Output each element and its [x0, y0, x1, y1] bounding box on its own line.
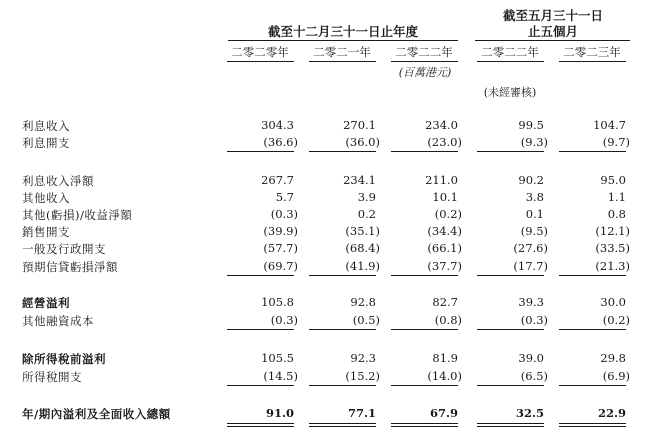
header-rule-five-months: [475, 40, 630, 41]
row-value: (0.3): [520, 313, 548, 327]
row-label: 利息收入: [22, 119, 70, 133]
row-value: 67.9: [429, 406, 458, 420]
row-value: (57.7): [263, 241, 298, 255]
row-value: 30.0: [600, 295, 626, 309]
row-label: 所得稅開支: [22, 370, 82, 384]
row-value: 0.8: [607, 207, 626, 221]
row-value: 39.0: [518, 351, 544, 365]
row-label: 經營溢利: [22, 296, 70, 310]
subtotal-rule: [309, 275, 376, 276]
row-value: 211.0: [425, 173, 458, 187]
column-rule-2023-5m: [559, 61, 626, 62]
subtotal-rule: [309, 151, 376, 152]
row-value: (0.5): [352, 313, 380, 327]
subtotal-rule: [559, 329, 626, 330]
total-double-rule: [309, 423, 376, 427]
row-value: 91.0: [265, 406, 294, 420]
row-value: (0.3): [270, 207, 298, 221]
row-value: (27.6): [513, 241, 548, 255]
subtotal-rule: [477, 275, 544, 276]
header-group-five-months-line2: 止五個月: [527, 24, 578, 39]
row-value: (69.7): [263, 259, 298, 273]
row-value: (9.5): [520, 224, 548, 238]
row-value: (9.3): [520, 135, 548, 149]
subtotal-rule: [391, 151, 458, 152]
row-value: 82.7: [432, 295, 458, 309]
subtotal-rule: [309, 329, 376, 330]
subtotal-rule: [477, 329, 544, 330]
row-label: 利息收入淨額: [22, 174, 94, 188]
row-label: 其他(虧損)/收益淨額: [22, 208, 133, 222]
row-value: 10.1: [432, 190, 458, 204]
row-value: 90.2: [518, 173, 544, 187]
header-rule-full-year: [228, 40, 458, 41]
row-value: 234.0: [425, 118, 458, 132]
row-value: 95.0: [600, 173, 626, 187]
row-value: 0.1: [525, 207, 544, 221]
row-value: 105.8: [261, 295, 294, 309]
row-value: (33.5): [595, 241, 630, 255]
row-value: 99.5: [518, 118, 544, 132]
row-value: 267.7: [261, 173, 294, 187]
subtotal-rule: [227, 151, 294, 152]
column-header-2020: 二零二零年: [231, 45, 289, 59]
total-double-rule: [391, 423, 458, 427]
row-label: 利息開支: [22, 136, 70, 150]
row-value: 0.2: [357, 207, 376, 221]
column-rule-2021: [309, 61, 376, 62]
row-label: 預期信貸虧損淨額: [22, 260, 118, 274]
header-group-full-year: 截至十二月三十一日止年度: [267, 24, 418, 39]
row-value: (0.2): [602, 313, 630, 327]
row-value: (34.4): [427, 224, 462, 238]
row-value: (6.9): [602, 369, 630, 383]
row-value: (66.1): [427, 241, 462, 255]
row-value: 3.9: [357, 190, 376, 204]
row-value: 22.9: [597, 406, 626, 420]
row-value: 5.7: [275, 190, 294, 204]
row-value: 1.1: [607, 190, 626, 204]
row-value: (35.1): [345, 224, 380, 238]
column-rule-2020: [227, 61, 294, 62]
subtotal-rule: [227, 385, 294, 386]
column-rule-2022-5m: [477, 61, 544, 62]
column-header-2022-5m: 二零二二年: [481, 45, 539, 59]
row-value: (14.0): [427, 369, 462, 383]
row-value: 304.3: [261, 118, 294, 132]
row-value: 104.7: [593, 118, 626, 132]
row-value: (17.7): [513, 259, 548, 273]
row-value: 234.1: [343, 173, 376, 187]
row-value: (9.7): [602, 135, 630, 149]
row-value: (37.7): [427, 259, 462, 273]
row-value: 81.9: [432, 351, 458, 365]
row-value: 29.8: [600, 351, 626, 365]
row-label: 其他收入: [22, 191, 70, 205]
row-value: (6.5): [520, 369, 548, 383]
header-group-five-months-line1: 截至五月三十一日: [502, 8, 603, 23]
subtotal-rule: [477, 385, 544, 386]
total-double-rule: [477, 423, 544, 427]
row-value: (23.0): [427, 135, 462, 149]
subtotal-rule: [391, 329, 458, 330]
row-value: (68.4): [345, 241, 380, 255]
row-value: 77.1: [347, 406, 376, 420]
unit-note: (百萬港元): [398, 66, 452, 79]
column-header-2023-5m: 二零二三年: [563, 45, 621, 59]
row-value: (21.3): [595, 259, 630, 273]
subtotal-rule: [559, 151, 626, 152]
row-value: (39.9): [263, 224, 298, 238]
subtotal-rule: [559, 385, 626, 386]
row-value: (0.2): [434, 207, 462, 221]
row-value: (0.8): [434, 313, 462, 327]
row-label: 除所得稅前溢利: [22, 352, 106, 366]
row-value: (41.9): [345, 259, 380, 273]
row-value: 92.3: [350, 351, 376, 365]
row-value: 3.8: [525, 190, 544, 204]
row-label: 其他融資成本: [22, 314, 94, 328]
row-value: (12.1): [595, 224, 630, 238]
row-label: 銷售開支: [22, 225, 70, 239]
row-value: 92.8: [350, 295, 376, 309]
row-value: (36.0): [345, 135, 380, 149]
row-label: 一般及行政開支: [22, 242, 106, 256]
total-double-rule: [559, 423, 626, 427]
row-value: (15.2): [345, 369, 380, 383]
subtotal-rule: [227, 329, 294, 330]
subtotal-rule: [227, 275, 294, 276]
row-value: 32.5: [515, 406, 544, 420]
subtotal-rule: [391, 385, 458, 386]
row-value: 39.3: [518, 295, 544, 309]
total-double-rule: [227, 423, 294, 427]
unaudited-note: (未經審核): [483, 86, 537, 99]
row-value: (0.3): [270, 313, 298, 327]
subtotal-rule: [559, 275, 626, 276]
row-label: 年/期內溢利及全面收入總額: [22, 407, 171, 421]
subtotal-rule: [477, 151, 544, 152]
column-rule-2022: [391, 61, 458, 62]
row-value: 105.5: [261, 351, 294, 365]
column-header-2022: 二零二二年: [395, 45, 453, 59]
subtotal-rule: [309, 385, 376, 386]
subtotal-rule: [391, 275, 458, 276]
row-value: (14.5): [263, 369, 298, 383]
row-value: 270.1: [343, 118, 376, 132]
row-value: (36.6): [263, 135, 298, 149]
column-header-2021: 二零二一年: [313, 45, 371, 59]
